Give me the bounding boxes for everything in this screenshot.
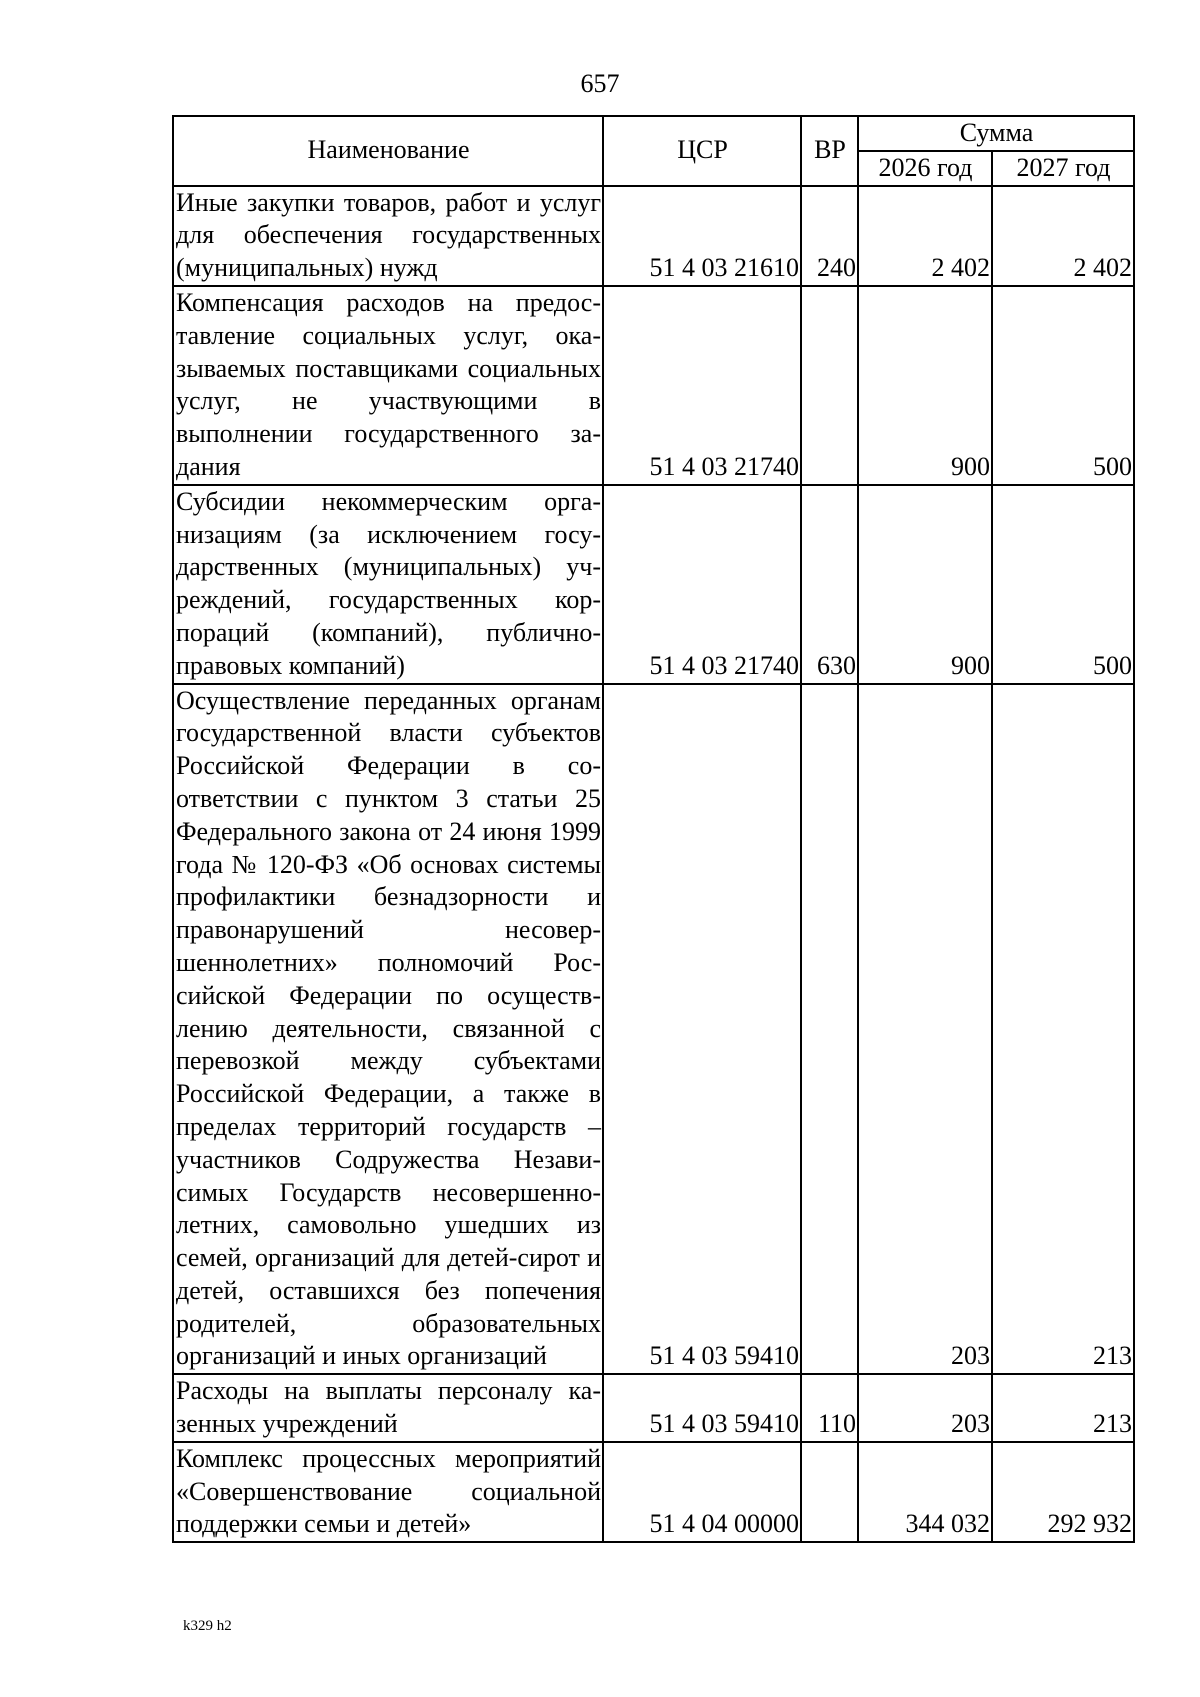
row-csr: 51 4 03 21610 — [603, 186, 801, 286]
row-csr: 51 4 04 00000 — [603, 1442, 801, 1542]
row-csr: 51 4 03 21740 — [603, 286, 801, 485]
row-sum-2027: 500 — [992, 286, 1134, 485]
row-vr: 630 — [801, 485, 858, 684]
row-vr — [801, 1442, 858, 1542]
header-year-2027: 2027 год — [992, 151, 1134, 186]
table-header — [173, 116, 1134, 186]
row-name: Субсидии некоммерческим организациям (за исключением государственных (муниципальных) учреждений, государственных корпораций (компаний), публично-правовых компаний) — [173, 485, 603, 684]
header-sum: Сумма — [858, 116, 1134, 151]
header-csr: ЦСР — [603, 116, 801, 186]
row-vr — [801, 286, 858, 485]
page-number: 657 — [580, 69, 620, 98]
row-name: Иные закупки товаров, работ и услуг для обеспечения государственных (муниципальных) нужд — [173, 186, 603, 286]
table-row — [173, 485, 1134, 684]
header-name: Наименование — [173, 116, 603, 186]
row-vr: 240 — [801, 186, 858, 286]
row-sum-2026: 344 032 — [858, 1442, 992, 1542]
row-vr — [801, 684, 858, 1375]
row-csr: 51 4 03 59410 — [603, 1374, 801, 1442]
table-row — [173, 684, 1134, 1375]
row-sum-2026: 900 — [858, 286, 992, 485]
table-row — [173, 286, 1134, 485]
row-sum-2026: 900 — [858, 485, 992, 684]
row-sum-2027: 292 932 — [992, 1442, 1134, 1542]
row-name: Компенсация расходов на предоставление социальных услуг, оказываемых поставщиками социальных услуг, не участвующими в выполнении государственного задания — [173, 286, 603, 485]
row-vr: 110 — [801, 1374, 858, 1442]
table-row — [173, 186, 1134, 286]
row-csr: 51 4 03 21740 — [603, 485, 801, 684]
header-year-2026: 2026 год — [858, 151, 992, 186]
row-name: Осуществление переданных органам государственной власти субъектов Российской Федерации в соответствии с пунктом 3 статьи 25 Федерального закона от 24 июня 1999 года № 120-ФЗ «Об основах системы профилактики безнадзорности и правонарушений несовершеннолетних» полномочий Российской Федерации по осуществлению деятельности, связанной с перевозкой между субъектами Российской Федерации, а также в пределах территорий государств – участников Содружества Независимых Государств несовершеннолетних, самовольно ушедших из семей, организаций для детей-сирот и детей, оставшихся без попечения родителей, образовательных организаций и иных организаций — [173, 684, 603, 1375]
row-sum-2027: 2 402 — [992, 186, 1134, 286]
row-csr: 51 4 03 59410 — [603, 684, 801, 1375]
row-sum-2026: 203 — [858, 1374, 992, 1442]
row-sum-2027: 213 — [992, 1374, 1134, 1442]
header-vr: ВР — [801, 116, 858, 186]
row-name: Комплекс процессных мероприятий «Совершенствование социальной поддержки семьи и детей» — [173, 1442, 603, 1542]
row-sum-2026: 2 402 — [858, 186, 992, 286]
footer-code: k329 h2 — [183, 1618, 232, 1634]
table-row — [173, 1442, 1134, 1542]
row-sum-2027: 500 — [992, 485, 1134, 684]
row-sum-2026: 203 — [858, 684, 992, 1375]
row-sum-2027: 213 — [992, 684, 1134, 1375]
table-row — [173, 1374, 1134, 1442]
budget-table — [172, 115, 1135, 1543]
row-name: Расходы на выплаты персоналу казенных учреждений — [173, 1374, 603, 1442]
